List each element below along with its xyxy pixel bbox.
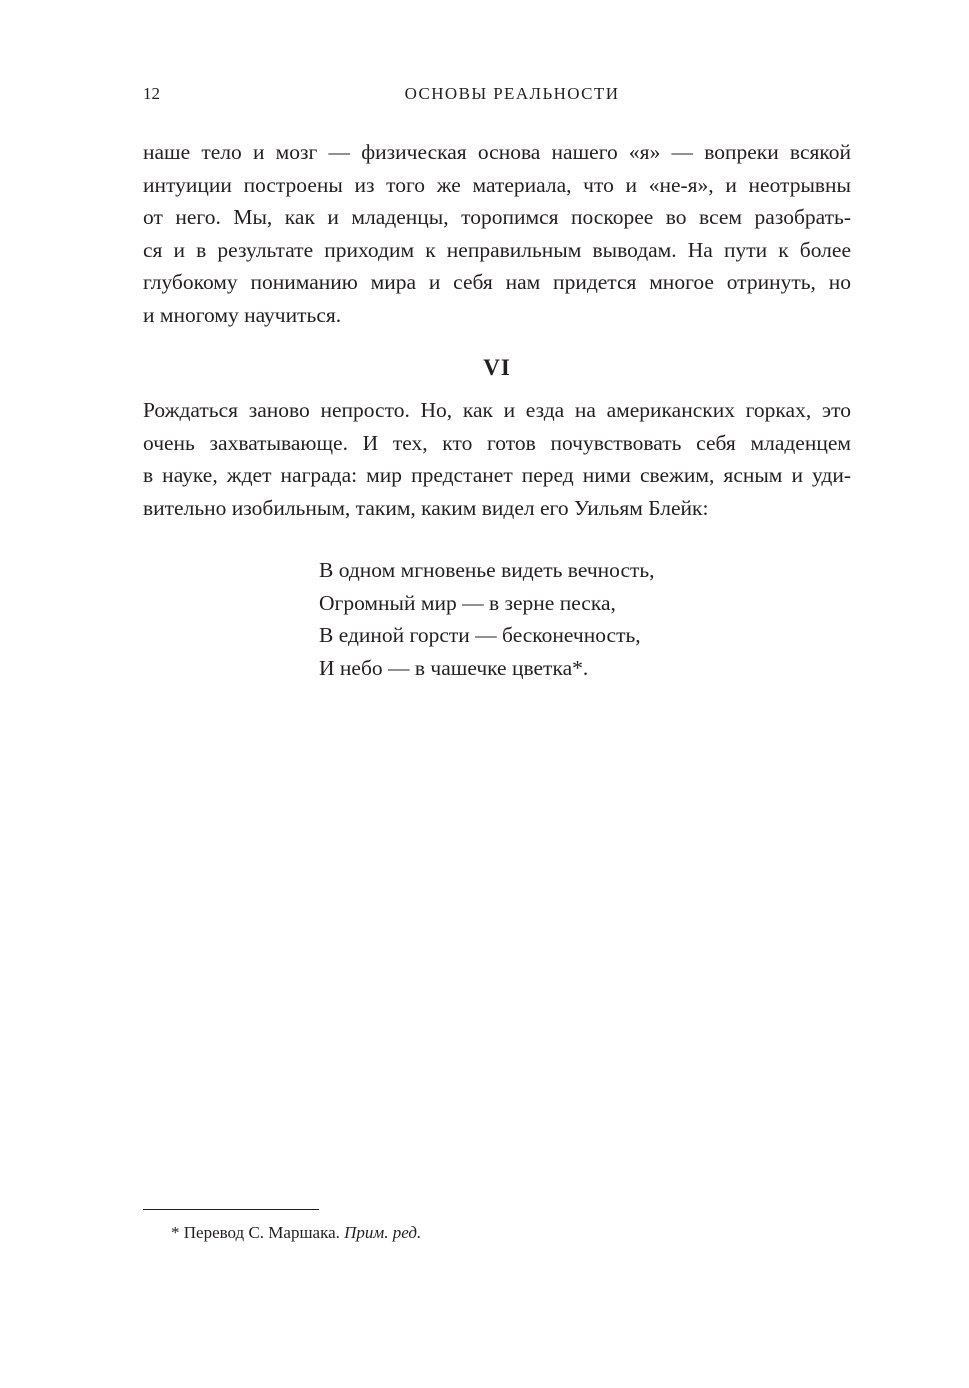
poem-verse: И небо — в чашечке цветка*. bbox=[319, 655, 589, 680]
poem-verse: В одном мгновенье видеть вечность, bbox=[319, 558, 655, 582]
text-line: и многому научиться. bbox=[143, 302, 342, 327]
text-line: наше тело и мозг — физическая основа нашего «я» — вопреки всякой bbox=[143, 140, 851, 164]
footnote-divider bbox=[143, 1209, 319, 1210]
poem-verse: В единой горсти — бесконечность, bbox=[319, 623, 641, 648]
page-header bbox=[143, 84, 851, 106]
text-line: очень захватывающе. И тех, кто готов почувствовать себя младенцем bbox=[143, 430, 851, 455]
text-line: от него. Мы, как и младенцы, торопимся поскорее во всем разобрать- bbox=[143, 205, 851, 230]
text-line: Рождаться заново непросто. Но, как и езда на американских горках, это bbox=[143, 398, 851, 422]
paragraph-1 bbox=[143, 136, 851, 332]
text-line: интуиции построены из того же материала, что и «не-я», и неотрывны bbox=[143, 172, 851, 197]
poem-verse: Огромный мир — в зерне песка, bbox=[319, 590, 616, 615]
running-title: ОСНОВЫ РЕАЛЬНОСТИ bbox=[404, 84, 620, 103]
paragraph-2 bbox=[143, 394, 851, 524]
text-line: ся и в результате приходим к неправильным выводам. На пути к более bbox=[143, 237, 851, 262]
footnote-editor-note: Прим. ред. bbox=[344, 1223, 422, 1242]
footnote-marker: * bbox=[171, 1223, 180, 1242]
footnote-text: Перевод С. Маршака. bbox=[183, 1223, 340, 1242]
text-line: глубокому пониманию мира и себя нам придется многое отринуть, но bbox=[143, 270, 851, 295]
page-number: 12 bbox=[143, 84, 160, 103]
text-line: вительно изобильным, таким, каким видел его Уильям Блейк: bbox=[143, 495, 709, 520]
text-line: в науке, ждет награда: мир предстанет перед ними свежим, ясным и уди- bbox=[143, 463, 851, 488]
poem-quote bbox=[319, 554, 655, 684]
footnote bbox=[171, 1223, 421, 1243]
section-heading: VI bbox=[483, 355, 511, 380]
